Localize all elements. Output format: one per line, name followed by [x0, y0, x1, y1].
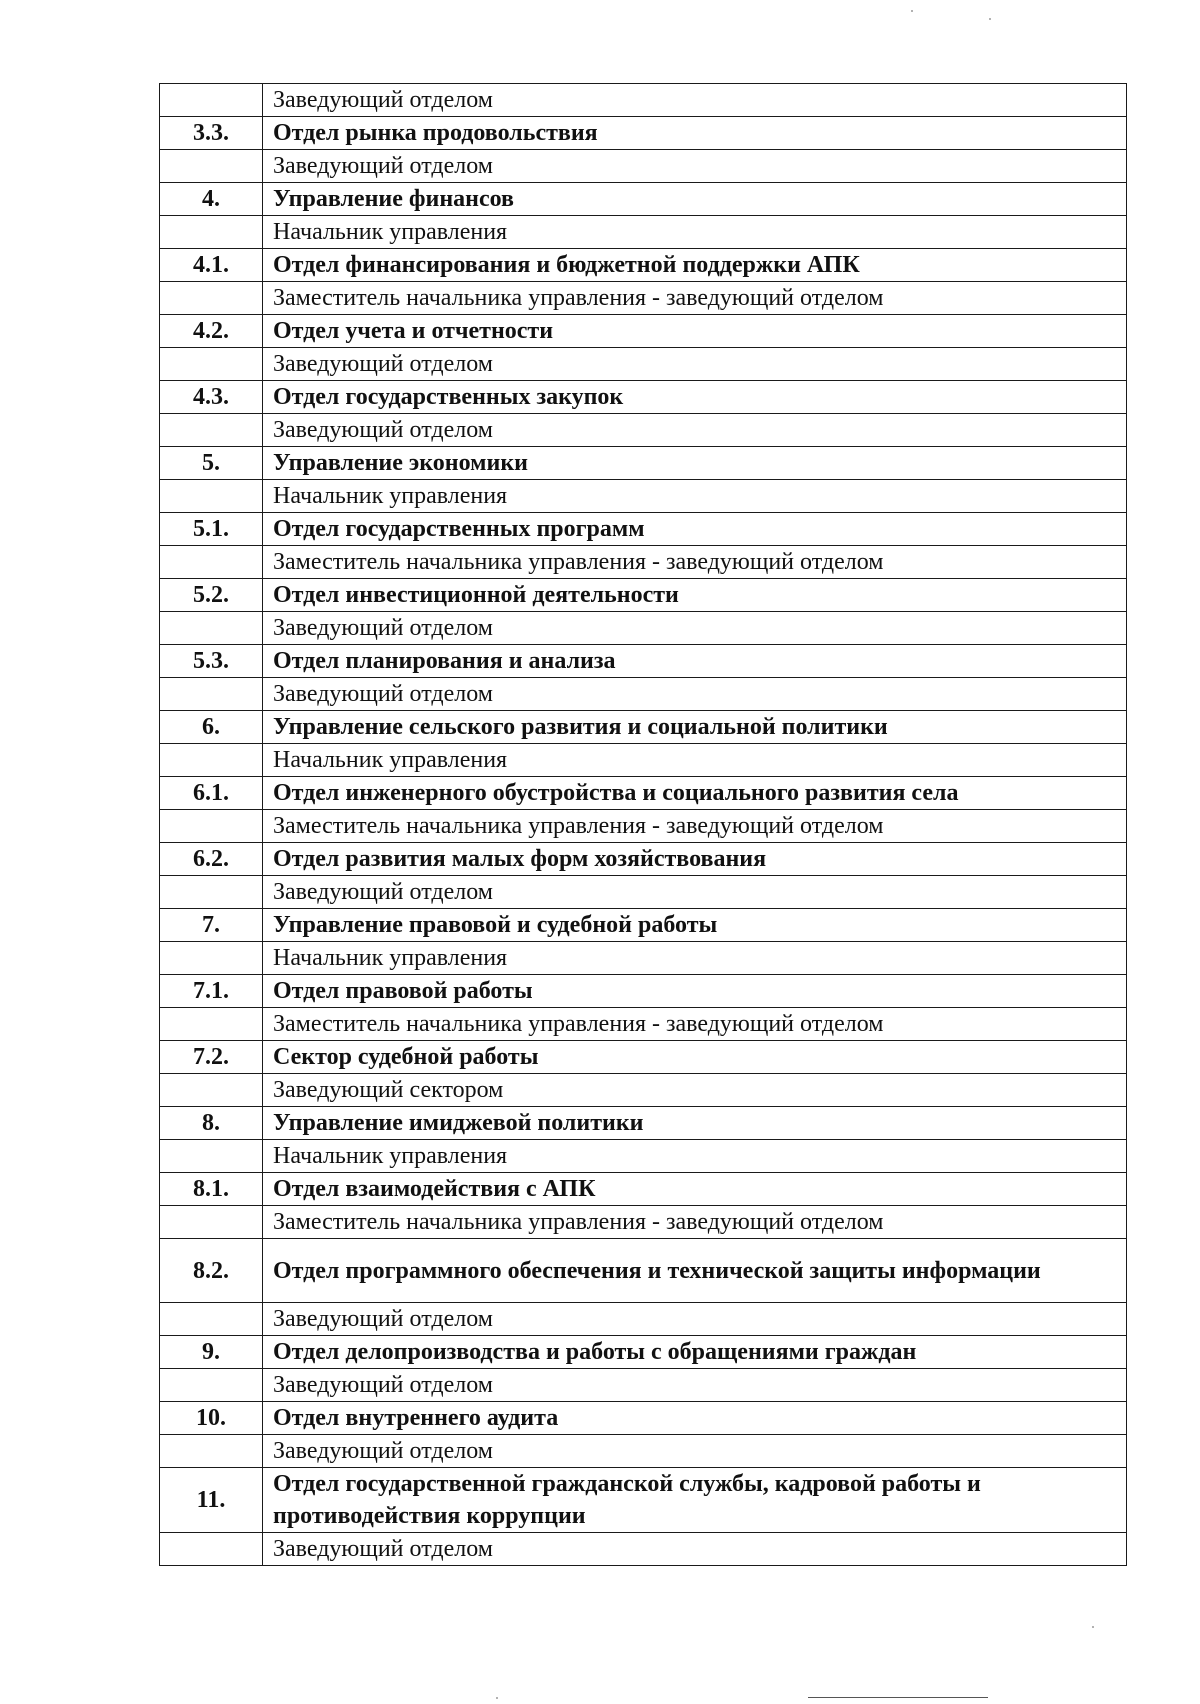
position-title: Заведующий отделом	[263, 1369, 1127, 1402]
table-row	[160, 1239, 1127, 1303]
table-row	[160, 1336, 1127, 1369]
department-name: Отдел внутреннего аудита	[263, 1402, 1127, 1435]
table-row	[160, 348, 1127, 381]
row-number: 8.2.	[160, 1239, 263, 1303]
department-name: Отдел государственной гражданской службы, кадровой работы и противодействия коррупции	[263, 1468, 1127, 1533]
row-number: 4.3.	[160, 381, 263, 414]
row-number: 4.1.	[160, 249, 263, 282]
department-name: Отдел государственных программ	[263, 513, 1127, 546]
row-number: 5.	[160, 447, 263, 480]
table-row	[160, 282, 1127, 315]
row-number: 6.	[160, 711, 263, 744]
row-number: 3.3.	[160, 117, 263, 150]
position-title: Начальник управления	[263, 942, 1127, 975]
department-name: Отдел взаимодействия с АПК	[263, 1173, 1127, 1206]
row-number	[160, 1008, 263, 1041]
row-number	[160, 942, 263, 975]
table-row	[160, 1008, 1127, 1041]
row-number	[160, 1369, 263, 1402]
table-row	[160, 909, 1127, 942]
row-number: 7.1.	[160, 975, 263, 1008]
table-row	[160, 579, 1127, 612]
row-number	[160, 546, 263, 579]
position-title: Заведующий отделом	[263, 1533, 1127, 1566]
department-name: Управление сельского развития и социальной политики	[263, 711, 1127, 744]
scan-speck	[989, 18, 991, 20]
table-row	[160, 117, 1127, 150]
position-title: Заведующий отделом	[263, 150, 1127, 183]
table-row	[160, 1173, 1127, 1206]
table-row	[160, 513, 1127, 546]
table-row	[160, 1206, 1127, 1239]
position-title: Заведующий отделом	[263, 414, 1127, 447]
position-title: Заместитель начальника управления - заведующий отделом	[263, 546, 1127, 579]
department-name: Управление финансов	[263, 183, 1127, 216]
table-row	[160, 1435, 1127, 1468]
table-row	[160, 645, 1127, 678]
department-name: Отдел программного обеспечения и технической защиты информации	[263, 1239, 1127, 1303]
row-number	[160, 678, 263, 711]
row-number	[160, 612, 263, 645]
department-name: Отдел учета и отчетности	[263, 315, 1127, 348]
table-row	[160, 975, 1127, 1008]
department-name: Отдел правовой работы	[263, 975, 1127, 1008]
table-row	[160, 315, 1127, 348]
row-number: 8.1.	[160, 1173, 263, 1206]
position-title: Заместитель начальника управления - заведующий отделом	[263, 282, 1127, 315]
row-number	[160, 1533, 263, 1566]
row-number: 6.2.	[160, 843, 263, 876]
row-number: 10.	[160, 1402, 263, 1435]
table-row	[160, 810, 1127, 843]
table-row	[160, 942, 1127, 975]
department-name: Отдел инвестиционной деятельности	[263, 579, 1127, 612]
row-number	[160, 1303, 263, 1336]
department-name: Отдел развития малых форм хозяйствования	[263, 843, 1127, 876]
table-row	[160, 216, 1127, 249]
table-row	[160, 414, 1127, 447]
row-number	[160, 480, 263, 513]
department-name: Отдел инженерного обустройства и социального развития села	[263, 777, 1127, 810]
row-number: 8.	[160, 1107, 263, 1140]
row-number	[160, 216, 263, 249]
row-number	[160, 150, 263, 183]
row-number: 5.2.	[160, 579, 263, 612]
position-title: Заместитель начальника управления - заведующий отделом	[263, 810, 1127, 843]
row-number	[160, 1074, 263, 1107]
table-row	[160, 1468, 1127, 1533]
department-name: Управление имиджевой политики	[263, 1107, 1127, 1140]
table-row	[160, 381, 1127, 414]
scan-speck	[911, 10, 913, 12]
position-title: Заведующий сектором	[263, 1074, 1127, 1107]
table-row	[160, 711, 1127, 744]
row-number: 5.3.	[160, 645, 263, 678]
table-row	[160, 876, 1127, 909]
department-name: Сектор судебной работы	[263, 1041, 1127, 1074]
position-title: Заместитель начальника управления - заведующий отделом	[263, 1008, 1127, 1041]
row-number	[160, 414, 263, 447]
table-row	[160, 1533, 1127, 1566]
department-name: Отдел планирования и анализа	[263, 645, 1127, 678]
table-row	[160, 612, 1127, 645]
row-number: 4.	[160, 183, 263, 216]
position-title: Заместитель начальника управления - заведующий отделом	[263, 1206, 1127, 1239]
scan-speck	[496, 1697, 498, 1699]
row-number	[160, 84, 263, 117]
table-row	[160, 1303, 1127, 1336]
position-title: Заведующий отделом	[263, 84, 1127, 117]
position-title: Начальник управления	[263, 1140, 1127, 1173]
table-row	[160, 1107, 1127, 1140]
row-number	[160, 810, 263, 843]
structure-table	[159, 83, 1127, 1566]
row-number: 11.	[160, 1468, 263, 1533]
row-number: 9.	[160, 1336, 263, 1369]
department-name: Отдел финансирования и бюджетной поддержки АПК	[263, 249, 1127, 282]
table-row	[160, 1369, 1127, 1402]
row-number: 7.	[160, 909, 263, 942]
scan-speck	[1092, 1626, 1094, 1628]
position-title: Начальник управления	[263, 216, 1127, 249]
table-row	[160, 546, 1127, 579]
table-row	[160, 480, 1127, 513]
position-title: Заведующий отделом	[263, 1435, 1127, 1468]
row-number	[160, 1140, 263, 1173]
table-row	[160, 150, 1127, 183]
table-row	[160, 843, 1127, 876]
table-row	[160, 777, 1127, 810]
table-row	[160, 1041, 1127, 1074]
row-number: 7.2.	[160, 1041, 263, 1074]
position-title: Заведующий отделом	[263, 612, 1127, 645]
table-row	[160, 1074, 1127, 1107]
row-number	[160, 348, 263, 381]
row-number	[160, 744, 263, 777]
position-title: Заведующий отделом	[263, 1303, 1127, 1336]
department-name: Управление правовой и судебной работы	[263, 909, 1127, 942]
row-number	[160, 1206, 263, 1239]
row-number: 4.2.	[160, 315, 263, 348]
row-number: 5.1.	[160, 513, 263, 546]
table-row	[160, 183, 1127, 216]
table-row	[160, 84, 1127, 117]
department-name: Отдел государственных закупок	[263, 381, 1127, 414]
table-row	[160, 249, 1127, 282]
structure-table-body	[160, 84, 1127, 1566]
department-name: Отдел рынка продовольствия	[263, 117, 1127, 150]
row-number	[160, 1435, 263, 1468]
row-number	[160, 282, 263, 315]
department-name: Управление экономики	[263, 447, 1127, 480]
position-title: Заведующий отделом	[263, 678, 1127, 711]
table-row	[160, 678, 1127, 711]
position-title: Заведующий отделом	[263, 348, 1127, 381]
scan-edge-line	[808, 1697, 988, 1698]
table-row	[160, 447, 1127, 480]
department-name: Отдел делопроизводства и работы с обращениями граждан	[263, 1336, 1127, 1369]
row-number	[160, 876, 263, 909]
position-title: Начальник управления	[263, 480, 1127, 513]
position-title: Заведующий отделом	[263, 876, 1127, 909]
row-number: 6.1.	[160, 777, 263, 810]
table-row	[160, 1140, 1127, 1173]
table-row	[160, 1402, 1127, 1435]
table-row	[160, 744, 1127, 777]
position-title: Начальник управления	[263, 744, 1127, 777]
